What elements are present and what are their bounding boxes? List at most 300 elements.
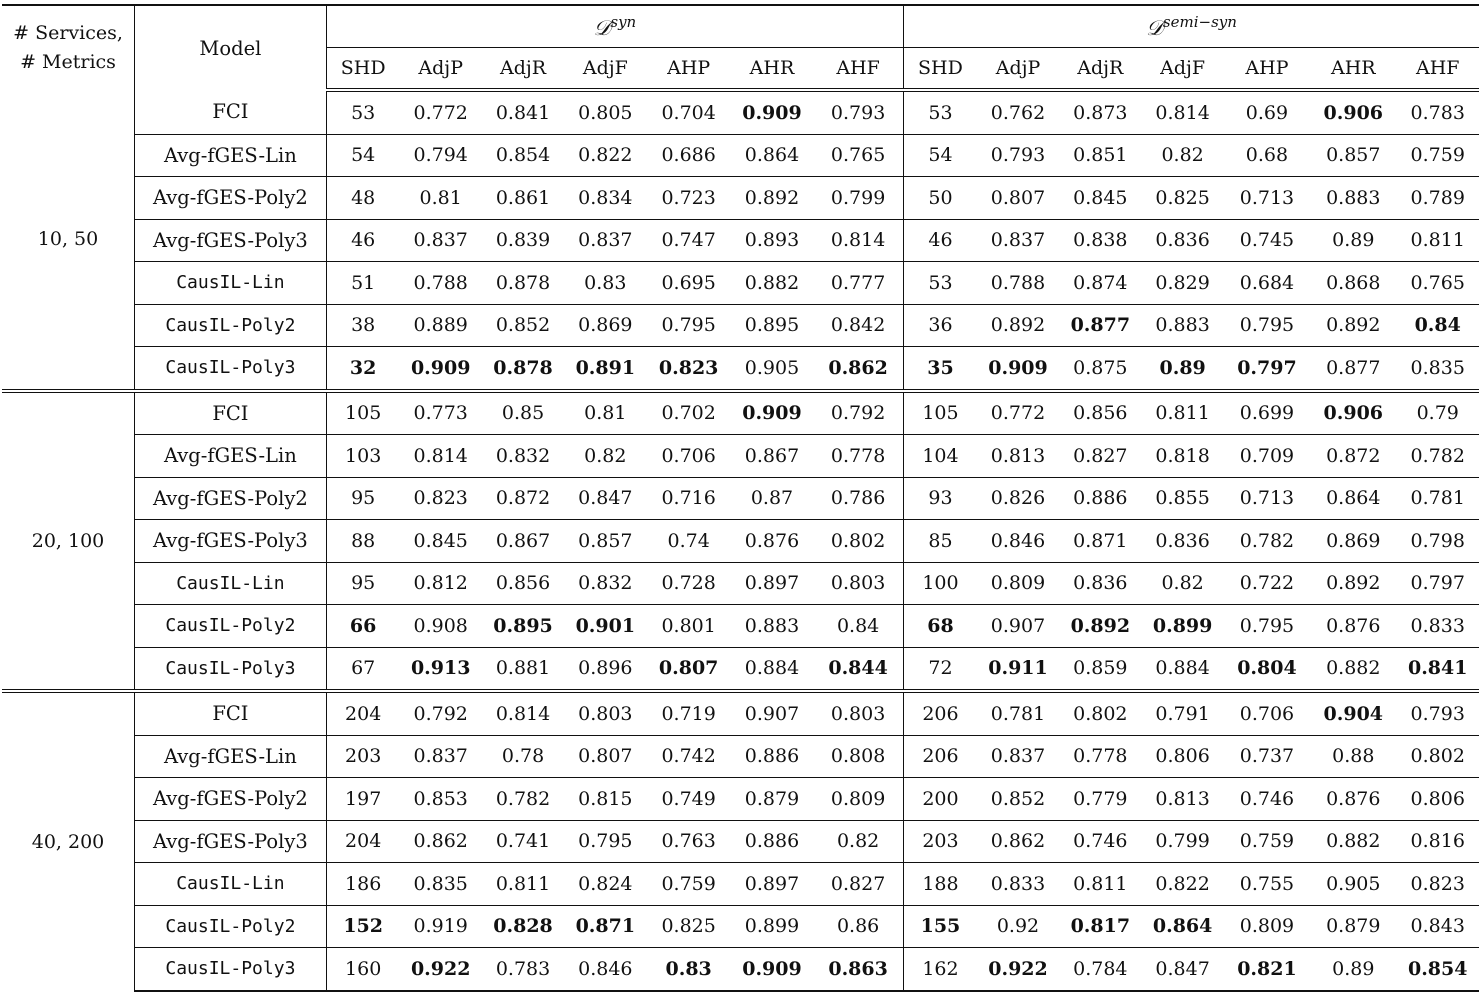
- value-cell-adjp-semi-syn: 0.772: [977, 391, 1059, 435]
- value-cell-shd-semi-syn: 100: [904, 562, 977, 605]
- model-name-cell: Avg-fGES-Lin: [135, 735, 327, 778]
- value-cell-shd-syn: 197: [326, 778, 399, 821]
- value-cell-ahf-syn: 0.803: [813, 562, 903, 605]
- value-cell-shd-syn: 95: [326, 477, 399, 520]
- model-name-cell: FCI: [135, 391, 327, 435]
- value-cell-ahp-syn: 0.83: [646, 948, 730, 991]
- value-cell-ahp-semi-syn: 0.706: [1224, 691, 1310, 735]
- services-metrics-header: [2, 5, 135, 90]
- value-cell-ahr-semi-syn: 0.883: [1310, 177, 1396, 220]
- value-cell-adjf-syn: 0.896: [564, 647, 646, 691]
- value-cell-adjr-syn: 0.85: [482, 391, 564, 435]
- value-cell-adjf-semi-syn: 0.791: [1141, 691, 1223, 735]
- metric-header-ahp-syn: AHP: [646, 48, 730, 91]
- value-cell-shd-semi-syn: 53: [928, 101, 953, 124]
- model-name-cell: CausIL-Poly2: [135, 304, 327, 347]
- value-cell-shd-syn: 67: [326, 647, 399, 691]
- value-cell-ahp-syn: 0.728: [646, 562, 730, 605]
- value-cell-adjp-semi-syn: 0.788: [977, 262, 1059, 305]
- value-cell-adjp-syn: 0.908: [400, 605, 482, 648]
- value-cell-ahf-syn: 0.842: [813, 304, 903, 347]
- model-name-cell: Avg-fGES-Lin: [135, 134, 327, 177]
- value-cell-ahp-semi-syn: 0.755: [1224, 863, 1310, 906]
- value-cell-adjr-syn: 0.852: [482, 304, 564, 347]
- value-cell-adjf-semi-syn: 0.883: [1141, 304, 1223, 347]
- value-cell-ahp-syn: 0.704: [661, 101, 716, 124]
- table-row: [2, 691, 1479, 735]
- value-cell-adjf-semi-syn: 0.836: [1141, 219, 1223, 262]
- value-cell-adjp-semi-syn: 0.807: [977, 177, 1059, 220]
- table-row: [2, 477, 1479, 520]
- value-cell-adjp-semi-syn: 0.852: [977, 778, 1059, 821]
- model-name-cell: Avg-fGES-Poly3: [135, 219, 327, 262]
- value-cell-shd-syn: 160: [326, 948, 399, 991]
- services-header-line1: # Services,: [13, 22, 123, 44]
- value-cell-ahr-semi-syn: 0.877: [1310, 347, 1396, 391]
- value-cell-adjp-semi-syn: 0.907: [977, 605, 1059, 648]
- value-cell-adjr-syn: 0.872: [482, 477, 564, 520]
- value-cell-adjf-syn: 0.795: [564, 820, 646, 863]
- value-cell-adjp-syn: 0.837: [400, 219, 482, 262]
- value-cell-ahp-syn: 0.763: [646, 820, 730, 863]
- value-cell-adjp-semi-syn: 0.922: [977, 948, 1059, 991]
- value-cell-adjr-semi-syn: 0.784: [1059, 948, 1141, 991]
- value-cell-ahf-semi-syn: 0.84: [1396, 304, 1479, 347]
- value-cell-ahp-syn: 0.823: [646, 347, 730, 391]
- value-cell-shd-syn: 186: [326, 863, 399, 906]
- metric-header-adjp-syn: AdjP: [400, 48, 482, 91]
- value-cell-ahf-syn: 0.786: [813, 477, 903, 520]
- model-name-cell: CausIL-Poly3: [135, 347, 327, 391]
- value-cell-adjf-syn: 0.834: [564, 177, 646, 220]
- value-cell-ahp-semi-syn: 0.795: [1224, 605, 1310, 648]
- value-cell-adjf-syn: 0.846: [564, 948, 646, 991]
- metric-header-shd-semi-syn: SHD: [904, 48, 977, 91]
- value-cell-adjf-semi-syn: 0.847: [1141, 948, 1223, 991]
- value-cell-adjf-semi-syn: 0.813: [1141, 778, 1223, 821]
- value-cell-adjp-semi-syn: 0.781: [977, 691, 1059, 735]
- value-cell-adjr-semi-syn: 0.856: [1059, 391, 1141, 435]
- value-cell-ahf-semi-syn: 0.802: [1396, 735, 1479, 778]
- value-cell-shd-syn: 48: [326, 177, 399, 220]
- value-cell-adjf-syn: 0.807: [564, 735, 646, 778]
- value-cell-adjp-syn: 0.853: [400, 778, 482, 821]
- value-cell-adjp-semi-syn: 0.862: [977, 820, 1059, 863]
- value-cell-adjf-syn: 0.901: [564, 605, 646, 648]
- value-cell-ahr-syn: 0.876: [731, 520, 813, 563]
- value-cell-ahf-syn: 0.84: [813, 605, 903, 648]
- value-cell-adjf-semi-syn: 0.82: [1141, 134, 1223, 177]
- value-cell-adjp-syn: 0.862: [400, 820, 482, 863]
- value-cell-adjr-syn: 0.828: [482, 905, 564, 948]
- value-cell-shd-semi-syn: 155: [904, 905, 977, 948]
- value-cell-ahp-semi-syn: 0.684: [1224, 262, 1310, 305]
- value-cell-adjf-syn: 0.83: [564, 262, 646, 305]
- value-cell-ahf-semi-syn: 0.765: [1396, 262, 1479, 305]
- value-cell-adjf-semi-syn: 0.884: [1141, 647, 1223, 691]
- value-cell-ahr-syn: 0.867: [731, 435, 813, 478]
- value-cell-ahr-semi-syn: 0.89: [1310, 219, 1396, 262]
- value-cell-adjr-syn: 0.867: [482, 520, 564, 563]
- value-cell-shd-syn: 88: [326, 520, 399, 563]
- value-cell-adjf-semi-syn: 0.822: [1141, 863, 1223, 906]
- value-cell-ahr-semi-syn: 0.906: [1310, 391, 1396, 435]
- value-cell-ahf-semi-syn: 0.841: [1396, 647, 1479, 691]
- table-row: [2, 863, 1479, 906]
- model-header: Model: [135, 5, 327, 90]
- services-header-line2: # Metrics: [20, 51, 116, 73]
- value-cell-ahr-semi-syn: 0.89: [1310, 948, 1396, 991]
- value-cell-ahr-syn: 0.87: [731, 477, 813, 520]
- value-cell-adjr-syn: 0.782: [482, 778, 564, 821]
- value-cell-adjr-semi-syn: 0.845: [1059, 177, 1141, 220]
- value-cell-ahf-syn: 0.777: [813, 262, 903, 305]
- table-row: [2, 347, 1479, 391]
- value-cell-adjr-syn: 0.811: [482, 863, 564, 906]
- value-cell-ahr-semi-syn: 0.876: [1310, 778, 1396, 821]
- value-cell-adjr-syn: 0.854: [482, 134, 564, 177]
- value-cell-adjr-semi-syn: 0.817: [1059, 905, 1141, 948]
- value-cell-ahf-semi-syn: 0.835: [1396, 347, 1479, 391]
- value-cell-ahr-semi-syn: 0.904: [1310, 691, 1396, 735]
- value-cell-shd-semi-syn: 85: [904, 520, 977, 563]
- value-cell-ahf-semi-syn: 0.793: [1396, 691, 1479, 735]
- model-name-cell: Avg-fGES-Poly2: [135, 477, 327, 520]
- value-cell-adjp-syn: 0.773: [400, 391, 482, 435]
- value-cell-ahp-syn: 0.795: [646, 304, 730, 347]
- table-row: [2, 948, 1479, 991]
- value-cell-adjr-syn: 0.832: [482, 435, 564, 478]
- table-row: [2, 778, 1479, 821]
- value-cell-shd-syn: 204: [326, 820, 399, 863]
- value-cell-adjf-semi-syn: 0.855: [1141, 477, 1223, 520]
- table-row: [2, 219, 1479, 262]
- value-cell-adjp-syn: 0.909: [400, 347, 482, 391]
- value-cell-shd-syn: 32: [326, 347, 399, 391]
- value-cell-ahp-semi-syn: 0.713: [1224, 177, 1310, 220]
- value-cell-ahr-syn: 0.884: [731, 647, 813, 691]
- value-cell-ahp-semi-syn: 0.759: [1224, 820, 1310, 863]
- value-cell-ahp-syn: 0.74: [646, 520, 730, 563]
- value-cell-adjr-semi-syn: 0.892: [1059, 605, 1141, 648]
- table-row: [2, 177, 1479, 220]
- value-cell-ahf-syn: 0.792: [813, 391, 903, 435]
- value-cell-ahp-syn: 0.742: [646, 735, 730, 778]
- value-cell-adjp-semi-syn: 0.809: [977, 562, 1059, 605]
- value-cell-ahf-semi-syn: 0.806: [1396, 778, 1479, 821]
- value-cell-adjr-syn: 0.841: [495, 101, 551, 124]
- table-row: [2, 735, 1479, 778]
- value-cell-adjr-syn: 0.839: [482, 219, 564, 262]
- value-cell-ahp-semi-syn: 0.709: [1224, 435, 1310, 478]
- value-cell-shd-semi-syn: 53: [904, 262, 977, 305]
- syn-dataset-symbol: 𝒟: [593, 15, 611, 40]
- value-cell-ahp-semi-syn: 0.795: [1224, 304, 1310, 347]
- value-cell-ahp-syn: 0.807: [646, 647, 730, 691]
- table-body: [2, 90, 1479, 991]
- model-name-cell: Avg-fGES-Poly3: [135, 520, 327, 563]
- value-cell-adjr-syn: 0.878: [482, 347, 564, 391]
- value-cell-ahp-semi-syn: 0.821: [1224, 948, 1310, 991]
- value-cell-ahr-semi-syn: 0.857: [1310, 134, 1396, 177]
- metric-header-ahr-semi-syn: AHR: [1310, 48, 1396, 91]
- value-cell-ahr-syn: 0.864: [731, 134, 813, 177]
- metric-header-ahf-semi-syn: AHF: [1396, 48, 1479, 91]
- value-cell-adjp-semi-syn: 0.826: [977, 477, 1059, 520]
- value-cell-adjp-syn: 0.792: [400, 691, 482, 735]
- value-cell-adjr-syn: 0.878: [482, 262, 564, 305]
- value-cell-ahr-semi-syn: 0.876: [1310, 605, 1396, 648]
- table-row: [2, 605, 1479, 648]
- semi-syn-dataset-header: [904, 5, 1479, 48]
- table-row: [2, 90, 1479, 134]
- value-cell-ahf-semi-syn: 0.798: [1396, 520, 1479, 563]
- value-cell-adjr-semi-syn: 0.875: [1059, 347, 1141, 391]
- value-cell-ahr-syn: 0.897: [731, 562, 813, 605]
- table-header: [2, 5, 1479, 90]
- value-cell-adjf-semi-syn: 0.864: [1141, 905, 1223, 948]
- value-cell-shd-syn: 204: [326, 691, 399, 735]
- model-name-cell: FCI: [135, 90, 327, 134]
- group-label: 10, 50: [2, 90, 135, 391]
- value-cell-adjr-semi-syn: 0.873: [1073, 101, 1128, 124]
- value-cell-adjf-syn: 0.803: [564, 691, 646, 735]
- table-row: [2, 820, 1479, 863]
- value-cell-ahp-syn: 0.702: [646, 391, 730, 435]
- value-cell-adjr-semi-syn: 0.874: [1059, 262, 1141, 305]
- value-cell-adjp-syn: 0.772: [413, 101, 468, 124]
- value-cell-adjp-syn: 0.922: [400, 948, 482, 991]
- metric-header-ahf-syn: AHF: [813, 48, 903, 91]
- value-cell-ahf-semi-syn: 0.782: [1396, 435, 1479, 478]
- value-cell-ahp-semi-syn: 0.804: [1224, 647, 1310, 691]
- metric-header-adjp-semi-syn: AdjP: [977, 48, 1059, 91]
- value-cell-ahf-syn: 0.862: [813, 347, 903, 391]
- model-name-cell: CausIL-Poly3: [135, 948, 327, 991]
- semi-syn-dataset-symbol: 𝒟: [1146, 15, 1163, 40]
- table-row: [2, 134, 1479, 177]
- value-cell-shd-semi-syn: 72: [904, 647, 977, 691]
- value-cell-adjp-semi-syn: 0.837: [977, 735, 1059, 778]
- value-cell-adjf-semi-syn: 0.82: [1141, 562, 1223, 605]
- metric-header-ahp-semi-syn: AHP: [1224, 48, 1310, 91]
- value-cell-shd-syn: 103: [326, 435, 399, 478]
- value-cell-adjp-syn: 0.913: [400, 647, 482, 691]
- value-cell-ahf-semi-syn: 0.781: [1396, 477, 1479, 520]
- value-cell-adjp-semi-syn: 0.813: [977, 435, 1059, 478]
- value-cell-adjr-semi-syn: 0.802: [1059, 691, 1141, 735]
- value-cell-adjr-syn: 0.881: [482, 647, 564, 691]
- value-cell-ahf-semi-syn: 0.843: [1396, 905, 1479, 948]
- value-cell-shd-syn: 51: [326, 262, 399, 305]
- value-cell-ahp-semi-syn: 0.745: [1224, 219, 1310, 262]
- value-cell-adjp-syn: 0.81: [400, 177, 482, 220]
- value-cell-ahp-semi-syn: 0.782: [1224, 520, 1310, 563]
- value-cell-adjp-syn: 0.788: [400, 262, 482, 305]
- value-cell-ahr-semi-syn: 0.882: [1310, 820, 1396, 863]
- value-cell-shd-semi-syn: 35: [904, 347, 977, 391]
- value-cell-ahr-semi-syn: 0.869: [1310, 520, 1396, 563]
- value-cell-ahf-syn: 0.86: [813, 905, 903, 948]
- value-cell-ahr-syn: 0.892: [731, 177, 813, 220]
- value-cell-adjr-syn: 0.861: [482, 177, 564, 220]
- value-cell-ahr-syn: 0.909: [731, 391, 813, 435]
- table-row: [2, 262, 1479, 305]
- value-cell-ahf-semi-syn: 0.823: [1396, 863, 1479, 906]
- value-cell-shd-syn: 152: [326, 905, 399, 948]
- value-cell-ahf-semi-syn: 0.797: [1396, 562, 1479, 605]
- value-cell-ahr-syn: 0.895: [731, 304, 813, 347]
- value-cell-adjf-syn: 0.824: [564, 863, 646, 906]
- value-cell-ahr-syn: 0.886: [731, 735, 813, 778]
- value-cell-adjr-syn: 0.814: [482, 691, 564, 735]
- value-cell-adjp-syn: 0.889: [400, 304, 482, 347]
- value-cell-ahr-semi-syn: 0.905: [1310, 863, 1396, 906]
- value-cell-adjr-syn: 0.783: [482, 948, 564, 991]
- value-cell-ahf-semi-syn: 0.816: [1396, 820, 1479, 863]
- value-cell-ahp-semi-syn: 0.809: [1224, 905, 1310, 948]
- value-cell-adjp-syn: 0.835: [400, 863, 482, 906]
- value-cell-shd-syn: 105: [326, 391, 399, 435]
- value-cell-ahr-syn: 0.909: [742, 101, 802, 124]
- value-cell-ahp-semi-syn: 0.722: [1224, 562, 1310, 605]
- value-cell-ahr-syn: 0.909: [731, 948, 813, 991]
- value-cell-adjr-semi-syn: 0.859: [1059, 647, 1141, 691]
- value-cell-adjf-semi-syn: 0.89: [1141, 347, 1223, 391]
- value-cell-shd-syn: 54: [326, 134, 399, 177]
- value-cell-ahp-semi-syn: 0.68: [1224, 134, 1310, 177]
- table-row: [2, 647, 1479, 691]
- semi-syn-dataset-superscript: semi−syn: [1162, 12, 1237, 31]
- value-cell-adjf-syn: 0.815: [564, 778, 646, 821]
- value-cell-adjr-semi-syn: 0.886: [1059, 477, 1141, 520]
- value-cell-ahr-semi-syn: 0.864: [1310, 477, 1396, 520]
- model-name-cell: CausIL-Lin: [135, 863, 327, 906]
- value-cell-adjf-syn: 0.81: [564, 391, 646, 435]
- value-cell-adjf-syn: 0.832: [564, 562, 646, 605]
- table-row: [2, 905, 1479, 948]
- value-cell-ahp-syn: 0.719: [646, 691, 730, 735]
- model-name-cell: CausIL-Poly2: [135, 605, 327, 648]
- value-cell-adjr-semi-syn: 0.811: [1059, 863, 1141, 906]
- value-cell-ahp-syn: 0.825: [646, 905, 730, 948]
- syn-dataset-superscript: syn: [610, 12, 637, 31]
- value-cell-adjr-syn: 0.78: [482, 735, 564, 778]
- value-cell-adjf-semi-syn: 0.899: [1141, 605, 1223, 648]
- value-cell-adjf-semi-syn: 0.836: [1141, 520, 1223, 563]
- value-cell-adjp-semi-syn: 0.909: [977, 347, 1059, 391]
- value-cell-ahp-semi-syn: 0.713: [1224, 477, 1310, 520]
- model-name-cell: Avg-fGES-Lin: [135, 435, 327, 478]
- metric-header-adjr-syn: AdjR: [482, 48, 564, 91]
- value-cell-adjp-syn: 0.812: [400, 562, 482, 605]
- value-cell-adjr-semi-syn: 0.778: [1059, 735, 1141, 778]
- value-cell-adjf-semi-syn: 0.799: [1141, 820, 1223, 863]
- value-cell-ahp-semi-syn: 0.797: [1224, 347, 1310, 391]
- value-cell-adjr-semi-syn: 0.779: [1059, 778, 1141, 821]
- value-cell-shd-semi-syn: 200: [904, 778, 977, 821]
- value-cell-adjf-syn: 0.869: [564, 304, 646, 347]
- model-name-cell: CausIL-Lin: [135, 262, 327, 305]
- value-cell-shd-semi-syn: 36: [904, 304, 977, 347]
- value-cell-adjr-semi-syn: 0.871: [1059, 520, 1141, 563]
- value-cell-ahr-syn: 0.905: [731, 347, 813, 391]
- metric-header-adjf-semi-syn: AdjF: [1141, 48, 1223, 91]
- value-cell-adjr-semi-syn: 0.851: [1059, 134, 1141, 177]
- group-label: 20, 100: [2, 391, 135, 692]
- value-cell-ahr-semi-syn: 0.892: [1310, 562, 1396, 605]
- value-cell-ahp-syn: 0.801: [646, 605, 730, 648]
- value-cell-shd-semi-syn: 54: [904, 134, 977, 177]
- model-name-cell: Avg-fGES-Poly2: [135, 778, 327, 821]
- value-cell-ahf-syn: 0.808: [813, 735, 903, 778]
- value-cell-adjr-semi-syn: 0.836: [1059, 562, 1141, 605]
- value-cell-shd-syn: 95: [326, 562, 399, 605]
- value-cell-ahr-syn: 0.883: [731, 605, 813, 648]
- model-name-cell: CausIL-Lin: [135, 562, 327, 605]
- value-cell-adjp-syn: 0.814: [400, 435, 482, 478]
- metric-header-ahr-syn: AHR: [731, 48, 813, 91]
- model-name-cell: CausIL-Poly2: [135, 905, 327, 948]
- table-row: [2, 391, 1479, 435]
- value-cell-ahf-semi-syn: 0.79: [1396, 391, 1479, 435]
- value-cell-adjr-semi-syn: 0.746: [1059, 820, 1141, 863]
- value-cell-adjp-semi-syn: 0.892: [977, 304, 1059, 347]
- value-cell-adjf-syn: 0.822: [564, 134, 646, 177]
- value-cell-adjp-semi-syn: 0.762: [990, 101, 1046, 124]
- value-cell-adjr-semi-syn: 0.827: [1059, 435, 1141, 478]
- syn-dataset-header: [326, 5, 903, 48]
- value-cell-ahr-syn: 0.879: [731, 778, 813, 821]
- value-cell-shd-semi-syn: 105: [904, 391, 977, 435]
- value-cell-ahp-syn: 0.695: [646, 262, 730, 305]
- value-cell-ahp-semi-syn: 0.746: [1224, 778, 1310, 821]
- value-cell-ahr-semi-syn: 0.879: [1310, 905, 1396, 948]
- value-cell-ahp-syn: 0.706: [646, 435, 730, 478]
- value-cell-ahp-syn: 0.749: [646, 778, 730, 821]
- metric-header-adjf-syn: AdjF: [564, 48, 646, 91]
- value-cell-ahp-syn: 0.747: [646, 219, 730, 262]
- model-name-cell: Avg-fGES-Poly3: [135, 820, 327, 863]
- value-cell-adjf-syn: 0.891: [564, 347, 646, 391]
- value-cell-ahp-semi-syn: 0.699: [1224, 391, 1310, 435]
- value-cell-ahr-semi-syn: 0.868: [1310, 262, 1396, 305]
- results-table: [2, 4, 1479, 992]
- metric-header-shd-syn: SHD: [326, 48, 399, 91]
- value-cell-shd-semi-syn: 206: [904, 735, 977, 778]
- value-cell-adjf-semi-syn: 0.811: [1141, 391, 1223, 435]
- value-cell-ahf-syn: 0.844: [813, 647, 903, 691]
- value-cell-adjp-syn: 0.845: [400, 520, 482, 563]
- value-cell-adjf-semi-syn: 0.825: [1141, 177, 1223, 220]
- value-cell-ahf-semi-syn: 0.833: [1396, 605, 1479, 648]
- value-cell-ahr-syn: 0.882: [731, 262, 813, 305]
- value-cell-adjp-syn: 0.794: [400, 134, 482, 177]
- value-cell-ahf-semi-syn: 0.811: [1396, 219, 1479, 262]
- value-cell-shd-semi-syn: 206: [904, 691, 977, 735]
- value-cell-ahf-syn: 0.809: [813, 778, 903, 821]
- value-cell-adjr-syn: 0.895: [482, 605, 564, 648]
- value-cell-adjf-semi-syn: 0.806: [1141, 735, 1223, 778]
- value-cell-ahr-semi-syn: 0.906: [1323, 101, 1384, 124]
- value-cell-adjf-syn: 0.871: [564, 905, 646, 948]
- value-cell-ahr-semi-syn: 0.88: [1310, 735, 1396, 778]
- value-cell-ahf-semi-syn: 0.789: [1396, 177, 1479, 220]
- value-cell-adjp-syn: 0.823: [400, 477, 482, 520]
- value-cell-shd-semi-syn: 50: [904, 177, 977, 220]
- value-cell-adjp-semi-syn: 0.837: [977, 219, 1059, 262]
- value-cell-ahr-syn: 0.897: [731, 863, 813, 906]
